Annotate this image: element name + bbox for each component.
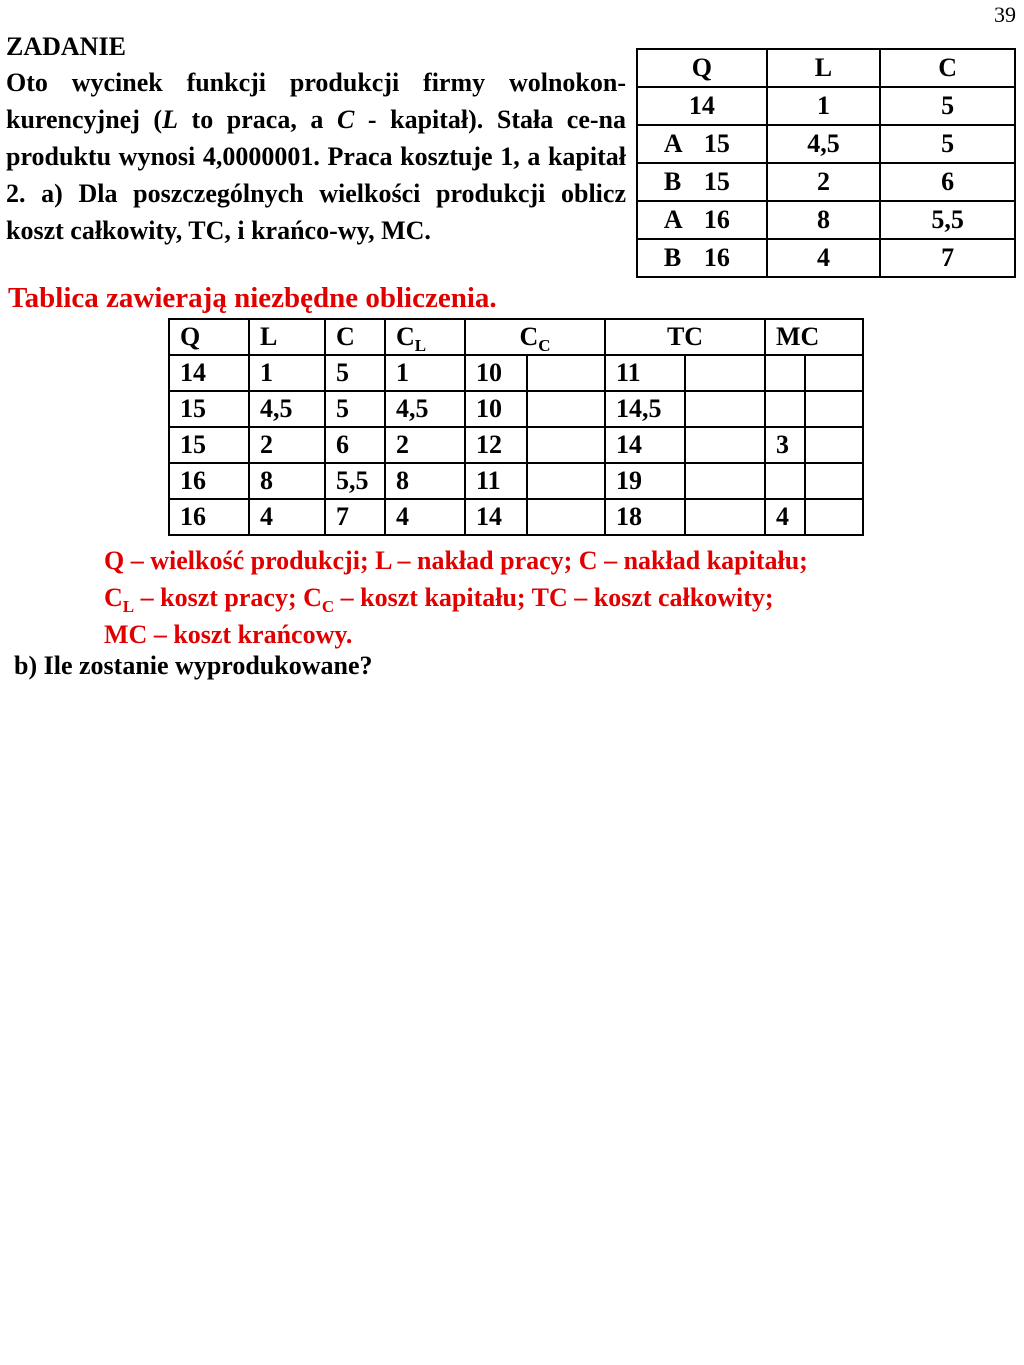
empty-cell — [527, 391, 605, 427]
cell-q — [637, 87, 767, 125]
cell-cl: 2 — [385, 427, 465, 463]
header-labor-cost — [385, 319, 465, 355]
cell-cc: 10 — [465, 391, 527, 427]
table-row — [169, 499, 863, 535]
legend-line: Q – wielkość produkcji; L – nakład pracy; C – nakład kapitału; — [104, 546, 808, 575]
table-row — [169, 427, 863, 463]
empty-cell — [685, 499, 765, 535]
empty-cell — [805, 499, 863, 535]
empty-cell — [685, 355, 765, 391]
header-marginal-cost: MC — [765, 319, 863, 355]
cell-l: 1 — [249, 355, 325, 391]
variant-label: A — [663, 205, 683, 234]
task-text-part: to praca, a — [177, 105, 337, 134]
q-value: 16 — [703, 243, 730, 272]
table-row — [169, 463, 863, 499]
table-row — [637, 239, 1015, 277]
empty-cell — [805, 427, 863, 463]
cell-cc: 14 — [465, 499, 527, 535]
cell-c: 6 — [325, 427, 385, 463]
q-value: 14 — [688, 91, 715, 120]
empty-cell — [527, 427, 605, 463]
table-row — [637, 125, 1015, 163]
variant-label: B — [663, 167, 682, 196]
header-q: Q — [169, 319, 249, 355]
q-value: 16 — [703, 205, 730, 234]
cell-cc: 10 — [465, 355, 527, 391]
table-row — [637, 87, 1015, 125]
empty-cell — [805, 463, 863, 499]
cell-q: 16 — [169, 499, 249, 535]
cell-l: 4 — [767, 239, 881, 277]
table-header-row — [637, 49, 1015, 87]
q-cell-content — [638, 243, 766, 273]
legend-subscript: L — [122, 597, 135, 616]
legend-text: – koszt kapitału; TC – koszt całkowity; — [334, 583, 774, 612]
header-l: L — [249, 319, 325, 355]
cell-q: 16 — [169, 463, 249, 499]
cell-tc: 14 — [605, 427, 685, 463]
cell-cl: 4,5 — [385, 391, 465, 427]
header-subscript: C — [538, 336, 551, 355]
empty-cell — [527, 355, 605, 391]
cell-mc — [765, 391, 805, 427]
q-cell-content — [638, 129, 766, 159]
task-text-part: - kapitał). Stała ce-na produktu wynosi 4,0000001. Praca kosztuje 1, a kapitał 2. a) Dla poszczególnych wielkości produkcji oblicz koszt całkowity, TC, i krańco-wy, MC. — [6, 105, 626, 245]
cell-q — [637, 239, 767, 277]
legend-line: MC – koszt krańcowy. — [104, 620, 353, 649]
q-value: 15 — [703, 167, 730, 196]
header-total-cost: TC — [605, 319, 765, 355]
empty-cell — [805, 355, 863, 391]
header-q: Q — [637, 49, 767, 87]
header-l: L — [767, 49, 881, 87]
cell-q: 14 — [169, 355, 249, 391]
cell-l: 8 — [249, 463, 325, 499]
header-subscript: L — [414, 336, 427, 355]
cell-tc: 19 — [605, 463, 685, 499]
page-number: 39 — [994, 2, 1016, 27]
q-cell-content — [638, 91, 766, 121]
task-description — [6, 64, 626, 249]
cell-l: 2 — [767, 163, 881, 201]
cell-c: 5,5 — [325, 463, 385, 499]
table-row — [637, 201, 1015, 239]
cell-q: 15 — [169, 391, 249, 427]
cell-mc — [765, 463, 805, 499]
cell-cl: 8 — [385, 463, 465, 499]
cell-c: 7 — [880, 239, 1015, 277]
legend-text: – koszt pracy; C — [134, 583, 322, 612]
cell-c: 7 — [325, 499, 385, 535]
empty-cell — [685, 427, 765, 463]
cell-mc — [765, 355, 805, 391]
header-text: C — [396, 322, 415, 351]
cell-c: 5 — [325, 391, 385, 427]
cell-l: 1 — [767, 87, 881, 125]
production-input-table — [636, 48, 1016, 278]
cell-l: 2 — [249, 427, 325, 463]
cell-l: 4,5 — [767, 125, 881, 163]
question-b: b) Ile zostanie wyprodukowane? — [14, 651, 373, 680]
cell-cl: 4 — [385, 499, 465, 535]
cell-c: 5 — [325, 355, 385, 391]
cell-c: 5 — [880, 125, 1015, 163]
cell-tc: 18 — [605, 499, 685, 535]
table-header-row — [169, 319, 863, 355]
cost-calculation-table — [168, 318, 864, 536]
cell-l: 4,5 — [249, 391, 325, 427]
cell-c: 5,5 — [880, 201, 1015, 239]
cell-l: 8 — [767, 201, 881, 239]
header-text: C — [519, 322, 539, 351]
empty-cell — [527, 463, 605, 499]
capital-symbol: C — [336, 105, 355, 134]
symbol-legend — [104, 542, 808, 653]
legend-subscript: C — [321, 597, 335, 616]
variant-label: B — [663, 243, 682, 272]
header-c: C — [325, 319, 385, 355]
labor-symbol: L — [162, 105, 178, 134]
header-c: C — [880, 49, 1015, 87]
cell-l: 4 — [249, 499, 325, 535]
cell-cc: 12 — [465, 427, 527, 463]
cell-mc: 3 — [765, 427, 805, 463]
task-text-part: Oto wycinek funkcji produkcji firmy wolnokon-kurencyjnej ( — [6, 68, 626, 134]
cell-tc: 11 — [605, 355, 685, 391]
empty-cell — [805, 391, 863, 427]
legend-line — [104, 579, 808, 616]
table-row — [637, 163, 1015, 201]
q-cell-content — [638, 167, 766, 197]
cell-q — [637, 201, 767, 239]
cell-q: 15 — [169, 427, 249, 463]
q-cell-content — [638, 205, 766, 235]
empty-cell — [685, 463, 765, 499]
cell-cc: 11 — [465, 463, 527, 499]
empty-cell — [685, 391, 765, 427]
cell-c: 6 — [880, 163, 1015, 201]
cell-q — [637, 125, 767, 163]
table-row — [169, 391, 863, 427]
variant-label: A — [663, 129, 683, 158]
cell-q — [637, 163, 767, 201]
cell-c: 5 — [880, 87, 1015, 125]
empty-cell — [527, 499, 605, 535]
calculation-caption: Tablica zawierają niezbędne obliczenia. — [8, 282, 497, 314]
q-value: 15 — [703, 129, 730, 158]
cell-cl: 1 — [385, 355, 465, 391]
task-heading: ZADANIE — [6, 32, 126, 61]
header-capital-cost — [465, 319, 605, 355]
legend-text: C — [104, 583, 123, 612]
table-row — [169, 355, 863, 391]
cell-tc: 14,5 — [605, 391, 685, 427]
cell-mc: 4 — [765, 499, 805, 535]
